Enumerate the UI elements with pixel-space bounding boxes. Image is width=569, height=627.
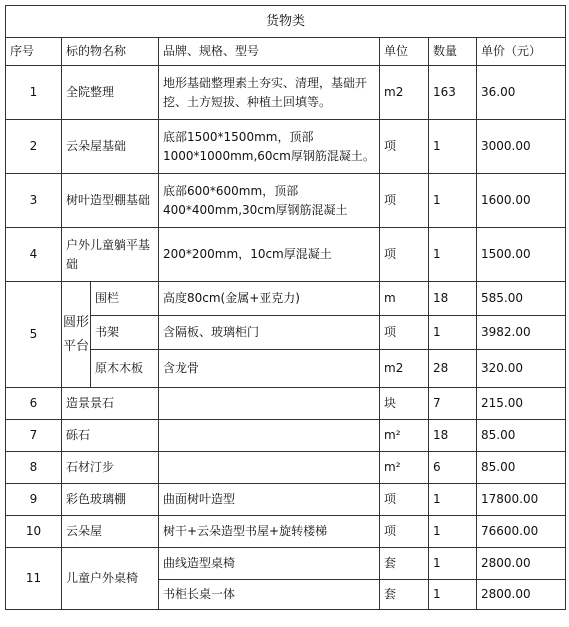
row-qty: 1	[429, 548, 477, 580]
table-row	[6, 484, 566, 516]
row-spec: 200*200mm，10cm厚混凝土	[159, 228, 380, 282]
header-qty: 数量	[429, 38, 477, 66]
row-price: 3000.00	[477, 120, 566, 174]
row-qty: 1	[429, 580, 477, 610]
row-unit: 项	[380, 316, 429, 350]
row-index: 7	[6, 420, 62, 452]
row-price: 320.00	[477, 350, 566, 388]
header-unit: 单位	[380, 38, 429, 66]
row-qty: 1	[429, 120, 477, 174]
table-row	[6, 228, 566, 282]
table-row	[6, 452, 566, 484]
row-unit: m²	[380, 420, 429, 452]
row-qty: 1	[429, 228, 477, 282]
row-qty: 1	[429, 516, 477, 548]
header-row	[6, 38, 566, 66]
row-spec	[159, 420, 380, 452]
row-sub-name: 原木木板	[91, 350, 159, 388]
row-unit: m2	[380, 350, 429, 388]
row-qty: 163	[429, 66, 477, 120]
row-unit: 项	[380, 120, 429, 174]
row-spec	[159, 388, 380, 420]
row-unit: 项	[380, 516, 429, 548]
row-group-name: 圆形平台	[62, 282, 91, 388]
row-price: 2800.00	[477, 548, 566, 580]
row-sub-name: 围栏	[91, 282, 159, 316]
header-name: 标的物名称	[62, 38, 159, 66]
row-price: 2800.00	[477, 580, 566, 610]
row-index: 3	[6, 174, 62, 228]
row-spec: 书柜长桌一体	[159, 580, 380, 610]
row-price: 585.00	[477, 282, 566, 316]
row-unit: 项	[380, 174, 429, 228]
row-name: 户外儿童躺平基础	[62, 228, 159, 282]
row-spec: 高度80cm(金属+亚克力)	[159, 282, 380, 316]
row-index: 1	[6, 66, 62, 120]
row-qty: 18	[429, 282, 477, 316]
row-qty: 18	[429, 420, 477, 452]
table-row	[6, 120, 566, 174]
row-unit: 项	[380, 228, 429, 282]
row-index: 8	[6, 452, 62, 484]
row-name: 造景景石	[62, 388, 159, 420]
row-spec: 树干+云朵造型书屋+旋转楼梯	[159, 516, 380, 548]
row-qty: 28	[429, 350, 477, 388]
row-index: 6	[6, 388, 62, 420]
row-price: 36.00	[477, 66, 566, 120]
row-name: 全院整理	[62, 66, 159, 120]
table-row	[6, 420, 566, 452]
row-spec: 含龙骨	[159, 350, 380, 388]
row-price: 215.00	[477, 388, 566, 420]
row-price: 3982.00	[477, 316, 566, 350]
row-name: 树叶造型棚基础	[62, 174, 159, 228]
table-row	[6, 66, 566, 120]
row-index: 10	[6, 516, 62, 548]
row-qty: 1	[429, 316, 477, 350]
row-qty: 1	[429, 174, 477, 228]
row-price: 17800.00	[477, 484, 566, 516]
row-index: 5	[6, 282, 62, 388]
row-spec: 地形基础整理素土夯实、清理，基础开挖、土方短拔、种植土回填等。	[159, 66, 380, 120]
row-price: 85.00	[477, 420, 566, 452]
row-name: 石材汀步	[62, 452, 159, 484]
row-index: 2	[6, 120, 62, 174]
row-index: 11	[6, 548, 62, 610]
row-price: 76600.00	[477, 516, 566, 548]
table-title: 货物类	[6, 6, 566, 38]
row-name: 云朵屋基础	[62, 120, 159, 174]
goods-table	[5, 5, 566, 610]
row-qty: 7	[429, 388, 477, 420]
row-unit: 块	[380, 388, 429, 420]
row-index: 9	[6, 484, 62, 516]
table-row	[6, 388, 566, 420]
row-unit: 项	[380, 484, 429, 516]
row-spec: 底部600*600mm，顶部400*400mm,30cm厚钢筋混凝土	[159, 174, 380, 228]
row-qty: 1	[429, 484, 477, 516]
row-qty: 6	[429, 452, 477, 484]
row-price: 1500.00	[477, 228, 566, 282]
row-name: 彩色玻璃棚	[62, 484, 159, 516]
row-sub-name: 书架	[91, 316, 159, 350]
row-price: 1600.00	[477, 174, 566, 228]
row-name: 云朵屋	[62, 516, 159, 548]
row-unit: m²	[380, 452, 429, 484]
table-row	[6, 282, 566, 316]
row-spec: 含隔板、玻璃柜门	[159, 316, 380, 350]
row-unit: m	[380, 282, 429, 316]
row-name: 砾石	[62, 420, 159, 452]
header-index: 序号	[6, 38, 62, 66]
row-spec	[159, 452, 380, 484]
row-unit: 套	[380, 548, 429, 580]
table-row	[6, 516, 566, 548]
goods-table-container	[5, 5, 566, 610]
header-price: 单价（元）	[477, 38, 566, 66]
row-index: 4	[6, 228, 62, 282]
row-price: 85.00	[477, 452, 566, 484]
row-name: 儿童户外桌椅	[62, 548, 159, 610]
table-row	[6, 174, 566, 228]
row-unit: 套	[380, 580, 429, 610]
header-spec: 品牌、规格、型号	[159, 38, 380, 66]
row-spec: 底部1500*1500mm，顶部1000*1000mm,60cm厚钢筋混凝土。	[159, 120, 380, 174]
table-row	[6, 548, 566, 580]
row-unit: m2	[380, 66, 429, 120]
row-spec: 曲线造型桌椅	[159, 548, 380, 580]
row-spec: 曲面树叶造型	[159, 484, 380, 516]
